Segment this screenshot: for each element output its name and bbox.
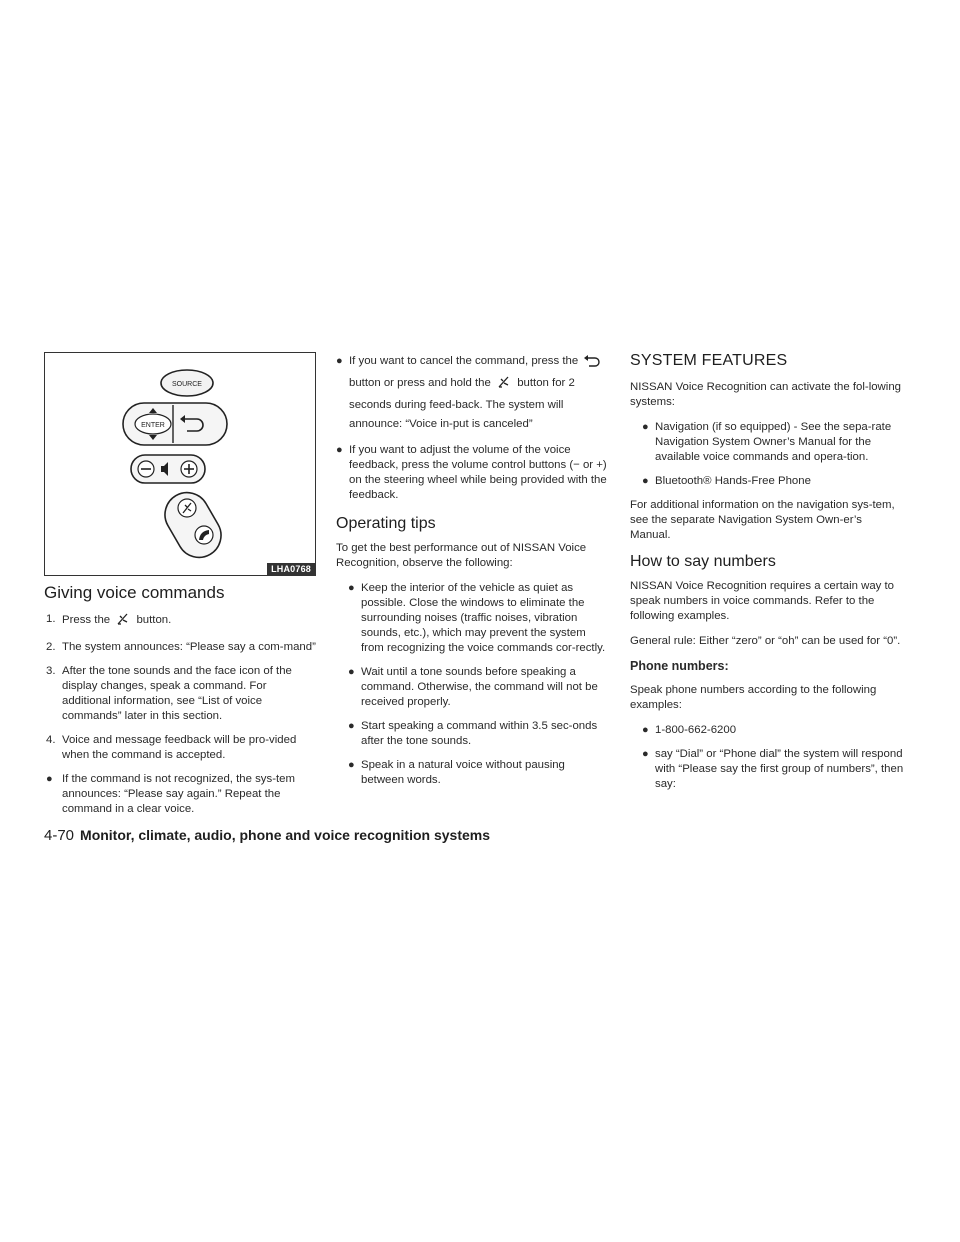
talk-icon [496, 375, 512, 396]
step-text: The system announces: “Please say a com-mand” [62, 641, 316, 653]
figure-id: LHA0768 [267, 563, 315, 575]
system-features-intro: NISSAN Voice Recognition can activate the fol-lowing systems: [630, 381, 901, 408]
system-features-heading: SYSTEM FEATURES [630, 352, 788, 369]
enter-button-label: ENTER [141, 422, 165, 429]
back-icon [583, 355, 601, 374]
how-to-say-numbers-heading: How to say numbers [630, 553, 776, 570]
operating-tips-intro: To get the best performance out of NISSAN Voice Recognition, observe the following: [336, 542, 587, 569]
page-number: 4-70 [44, 827, 75, 844]
column-left [44, 352, 316, 826]
phone-examples-list [630, 723, 904, 792]
bullet-text-post: button for 2 seconds during feed-back. The system will announce: “Voice in-put is canceled” [349, 377, 575, 430]
bullet-icon: ● [46, 773, 53, 785]
column-middle [336, 352, 608, 797]
cancel-volume-list [336, 352, 608, 503]
bullet-item [336, 443, 608, 503]
step-text: Voice and message feedback will be pro-vided when the command is accepted. [62, 734, 297, 761]
bullet-icon: ● [642, 748, 649, 760]
tip-text: Speak in a natural voice without pausing between words. [361, 759, 565, 786]
phone-example-text: 1-800-662-6200 [655, 724, 737, 736]
page-footer [44, 827, 490, 844]
bullet-icon: ● [348, 759, 355, 771]
step-item [46, 612, 316, 631]
step-number: 2. [46, 641, 56, 653]
steering-switch-figure [44, 352, 316, 576]
step-number: 4. [46, 734, 56, 746]
bullet-icon: ● [642, 724, 649, 736]
system-item [642, 474, 904, 489]
step-text-pre: Press the [62, 614, 111, 626]
phone-numbers-heading: Phone numbers: [630, 659, 729, 673]
step-text-post: button. [136, 614, 172, 626]
bullet-text: If the command is not recognized, the sys-tem announces: “Please say again.” Repeat the command in a clear voice. [62, 773, 295, 815]
source-button-label: SOURCE [172, 381, 202, 388]
system-text: Navigation (if so equipped) - See the sepa-rate Navigation System Owner’s Manual for the available voice commands and opera-tion. [655, 421, 892, 463]
steering-switch-illustration [45, 353, 317, 577]
bullet-item [336, 352, 608, 434]
systems-list [630, 420, 904, 489]
tip-text: Keep the interior of the vehicle as quiet as possible. Close the windows to eliminate the surrounding noises (traffic noises, vibration sounds, etc.), which may prevent the system from recognizing the voice commands cor-rectly. [361, 582, 606, 654]
phone-intro: Speak phone numbers according to the following examples: [630, 684, 877, 711]
column-right [630, 352, 904, 801]
navigation-note: For additional information on the navigation sys-tem, see the separate Navigation System Own-er’s Manual. [630, 499, 895, 541]
tip-item [348, 719, 608, 749]
bullet-icon: ● [348, 666, 355, 678]
bullet-icon: ● [336, 444, 343, 456]
step-item [46, 640, 316, 655]
bullet-icon: ● [642, 421, 649, 433]
phone-example-item [642, 723, 904, 738]
step-number: 1. [46, 613, 56, 625]
talk-icon [115, 612, 131, 631]
general-rule: General rule: Either “zero” or “oh” can be used for “0”. [630, 635, 901, 647]
giving-voice-commands-heading: Giving voice commands [44, 583, 225, 602]
tip-item [348, 665, 608, 710]
section-title: Monitor, climate, audio, phone and voice recognition systems [80, 827, 490, 843]
operating-tips-heading: Operating tips [336, 515, 436, 532]
tip-item [348, 758, 608, 788]
bullet-icon: ● [348, 720, 355, 732]
step-text: After the tone sounds and the face icon of the display changes, speak a command. For additional information, see “List of voice commands” later in this section. [62, 665, 292, 722]
bullet-icon: ● [642, 475, 649, 487]
phone-example-item [642, 747, 904, 792]
bullet-text-pre: If you want to cancel the command, press the [349, 355, 579, 367]
step-item [46, 664, 316, 724]
step-number: 3. [46, 665, 56, 677]
system-text: Bluetooth® Hands-Free Phone [655, 475, 811, 487]
step-item [46, 733, 316, 763]
bullet-icon: ● [348, 582, 355, 594]
bullet-item [46, 772, 316, 817]
system-item [642, 420, 904, 465]
steps-list [46, 612, 316, 817]
tip-text: Wait until a tone sounds before speaking a command. Otherwise, the command will not be received properly. [361, 666, 598, 708]
numbers-intro: NISSAN Voice Recognition requires a certain way to speak numbers in voice commands. Refer to the following examples. [630, 580, 895, 622]
bullet-text: If you want to adjust the volume of the voice feedback, press the volume control buttons (− or +) on the steering wheel while being provided with the feedback. [349, 444, 607, 501]
tip-text: Start speaking a command within 3.5 sec-onds after the tone sounds. [361, 720, 598, 747]
bullet-text-mid: button or press and hold the [349, 377, 491, 389]
tips-list [336, 581, 608, 788]
tip-item [348, 581, 608, 656]
bullet-icon: ● [336, 355, 343, 367]
phone-example-text: say “Dial” or “Phone dial” the system will respond with “Please say the first group of numbers”, then say: [655, 748, 904, 790]
